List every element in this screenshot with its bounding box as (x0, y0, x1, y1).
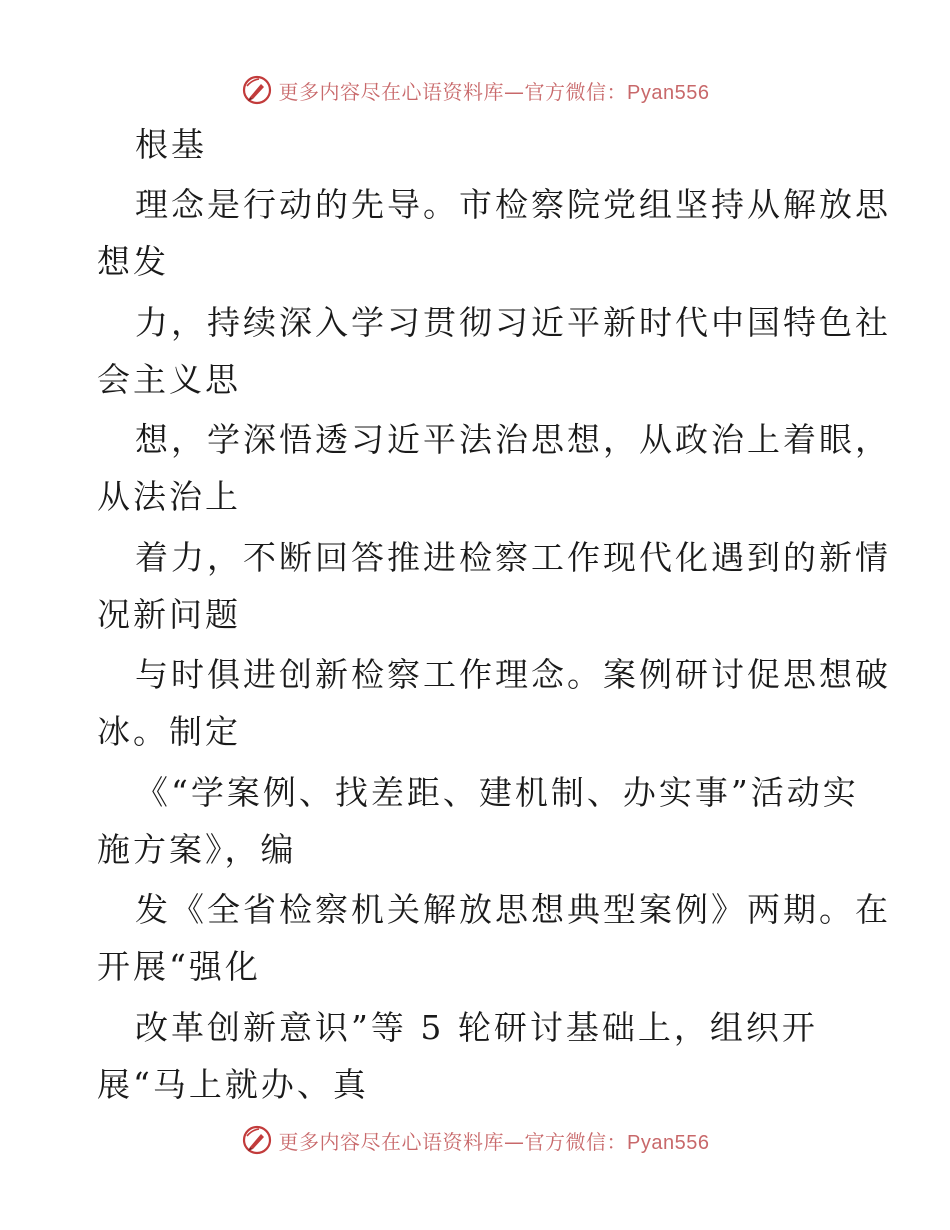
text-line: 与时俱进创新检察工作理念。案例研讨促思想破 (135, 655, 891, 694)
text-line: 从法治上 (97, 477, 241, 516)
text-line: 冰。制定 (97, 712, 241, 751)
wechat-id: Pyan556 (627, 1131, 710, 1154)
text-line: 展“马上就办、真 (97, 1065, 369, 1104)
text-line: 根基 (135, 125, 207, 164)
text-line: 开展“强化 (97, 947, 261, 986)
text-line: 况新问题 (97, 595, 241, 634)
footer-watermark (0, 1120, 950, 1160)
text-line: 《“学案例、找差距、建机制、办实事”活动实 (135, 773, 859, 812)
watermark-text: 更多内容尽在心语资料库—官方微信：Pyan556 (278, 1129, 710, 1154)
text-line: 想发 (97, 242, 169, 281)
text-line: 会主义思 (97, 360, 241, 399)
text-line: 理念是行动的先导。市检察院党组坚持从解放思 (135, 185, 891, 224)
watermark-text: 更多内容尽在心语资料库—官方微信：Pyan556 (278, 79, 710, 104)
text-line: 改革创新意识”等 5 轮研讨基础上，组织开 (135, 1008, 818, 1047)
pen-nib-circle-icon (241, 1124, 273, 1156)
text-line: 想，学深悟透习近平法治思想，从政治上着眼， (135, 420, 891, 459)
text-line: 着力，不断回答推进检察工作现代化遇到的新情 (135, 538, 891, 577)
wechat-id: Pyan556 (627, 81, 710, 104)
text-line: 施方案》，编 (97, 830, 297, 869)
text-line: 发《全省检察机关解放思想典型案例》两期。在 (135, 890, 891, 929)
header-watermark (0, 70, 950, 110)
pen-nib-circle-icon (241, 74, 273, 106)
text-line: 力，持续深入学习贯彻习近平新时代中国特色社 (135, 303, 891, 342)
